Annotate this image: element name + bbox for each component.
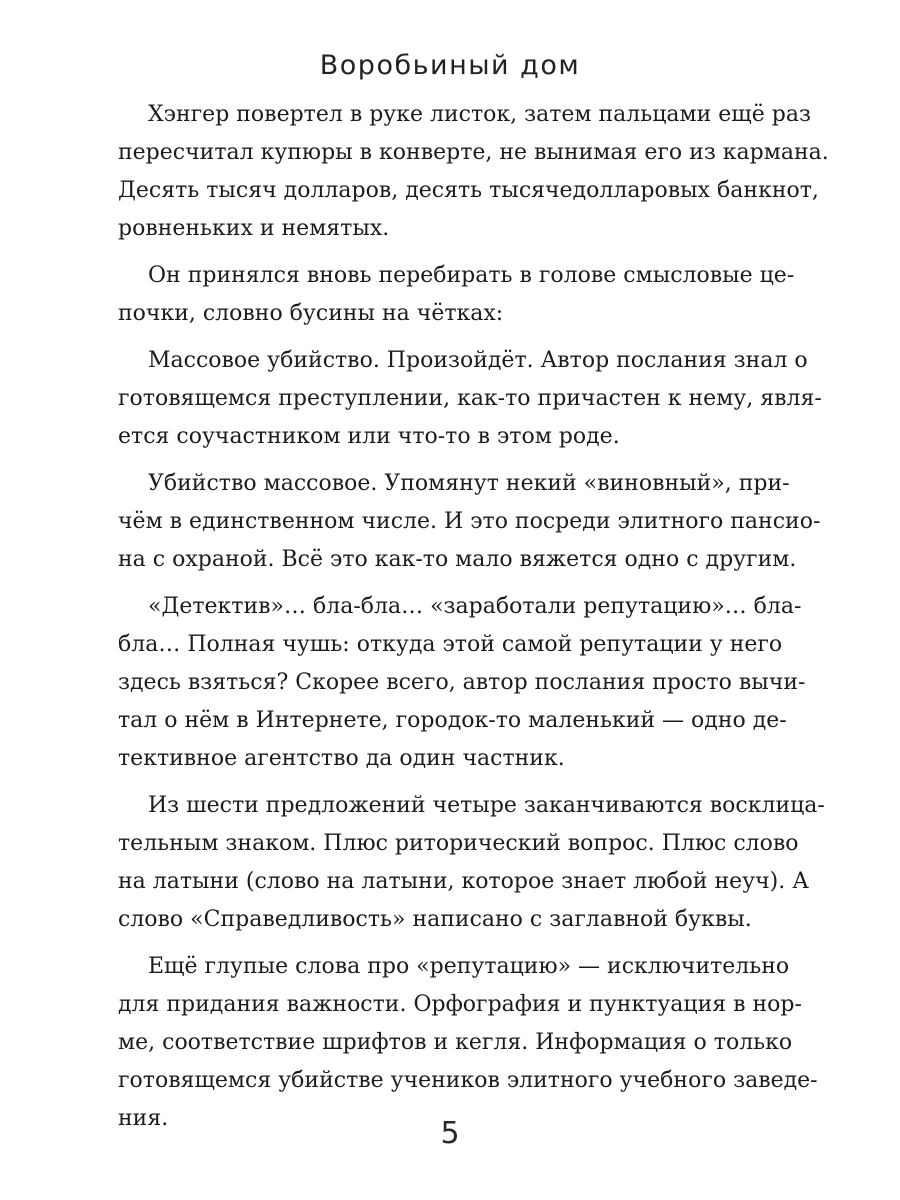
text-line: чём в единственном числе. И это посреди элитного пансио- <box>118 509 821 534</box>
paragraph <box>118 787 825 939</box>
paragraph <box>118 588 806 778</box>
text-line: ния. <box>118 1106 169 1131</box>
text-line: Из шести предложений четыре заканчиваются восклица- <box>148 793 825 818</box>
text-line: Хэнгер повертел в руке листок, затем пальцами ещё раз <box>148 102 811 127</box>
text-line: ется соучастником или что-то в этом роде. <box>118 424 620 449</box>
text-line: тал о нём в Интернете, городок-то маленький — одно де- <box>118 708 787 733</box>
text-line: тективное агентство да один частник. <box>118 746 565 771</box>
paragraph <box>118 465 821 579</box>
paragraph <box>118 342 822 456</box>
running-head: Воробьиный дом <box>319 50 581 81</box>
text-line: готовящемся убийстве учеников элитного учебного заведе- <box>118 1068 818 1093</box>
text-line: на латыни (слово на латыни, которое знает любой неуч). А <box>118 869 809 894</box>
text-line: здесь взяться? Скорее всего, автор послания просто вычи- <box>118 670 806 695</box>
text-line: Он принялся вновь перебирать в голове смысловые це- <box>148 263 795 288</box>
paragraph <box>118 96 829 248</box>
text-line: ровненьких и немятых. <box>118 216 390 241</box>
text-line: «Детектив»… бла-бла… «заработали репутацию»… бла- <box>148 594 802 619</box>
text-line: слово «Справедливость» написано с заглавной буквы. <box>118 907 752 932</box>
text-line: пересчитал купюры в конверте, не вынимая его из кармана. <box>118 140 829 165</box>
text-line: ме, соответствие шрифтов и кегля. Информация о только <box>118 1030 793 1055</box>
text-line: Убийство массовое. Упомянут некий «виновный», при- <box>148 471 790 496</box>
text-line: на с охраной. Всё это как-то мало вяжется одно с другим. <box>118 547 797 572</box>
text-line: готовящемся преступлении, как-то причастен к нему, явля- <box>118 386 822 411</box>
text-line: Десять тысяч долларов, десять тысячедолларовых банкнот, <box>118 178 819 203</box>
text-line: тельным знаком. Плюс риторический вопрос. Плюс слово <box>118 831 799 856</box>
text-line: бла… Полная чушь: откуда этой самой репутации у него <box>118 632 783 657</box>
text-line: Ещё глупые слова про «репутацию» — исключительно <box>148 954 790 979</box>
paragraph <box>118 257 795 333</box>
text-line: почки, словно бусины на чётках: <box>118 301 504 326</box>
text-line: Массовое убийство. Произойдёт. Автор послания знал о <box>148 348 808 373</box>
text-line: для придания важности. Орфография и пунктуация в нор- <box>118 992 802 1017</box>
body-text <box>118 96 829 1138</box>
page-number: 5 <box>440 1116 460 1151</box>
paragraph <box>118 948 818 1138</box>
